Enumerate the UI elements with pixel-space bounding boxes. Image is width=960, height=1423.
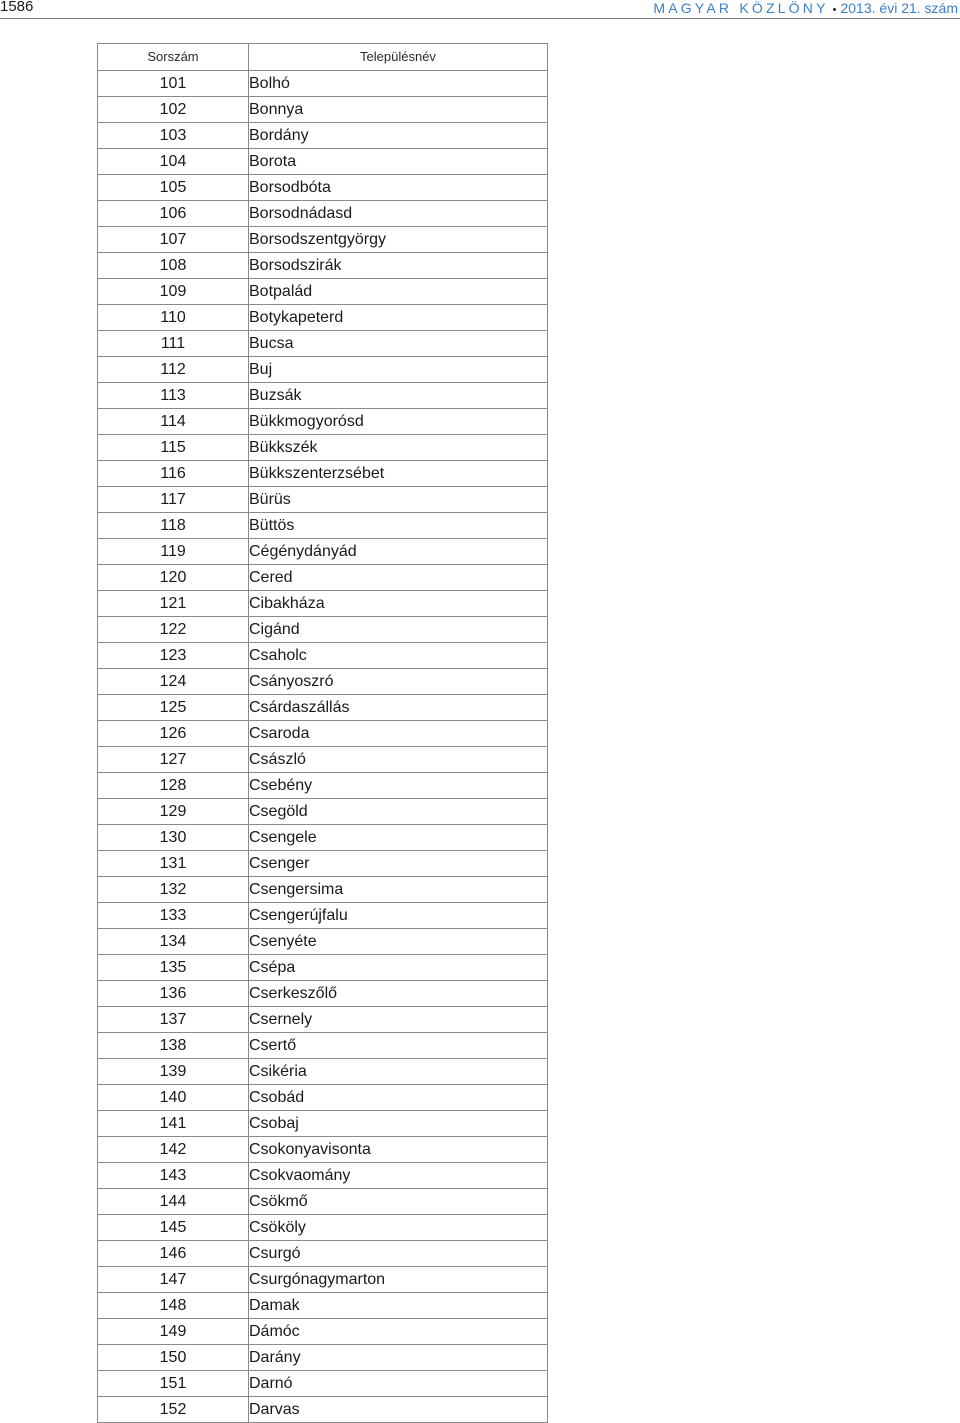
table-row: [98, 1241, 548, 1267]
table-row: [98, 1033, 548, 1059]
table-row: [98, 279, 548, 305]
table-row: [98, 435, 548, 461]
table-row: [98, 383, 548, 409]
publication-title: MAGYAR KÖZLÖNY: [653, 0, 829, 16]
row-number: 112: [98, 357, 249, 383]
row-number: 116: [98, 461, 249, 487]
table-row: [98, 487, 548, 513]
table-row: [98, 227, 548, 253]
row-number: 113: [98, 383, 249, 409]
settlement-name: Damak: [249, 1293, 548, 1319]
row-number: 149: [98, 1319, 249, 1345]
row-number: 108: [98, 253, 249, 279]
page-number: 1586: [0, 0, 34, 15]
page-header: [0, 0, 960, 20]
table-row: [98, 149, 548, 175]
table-row: [98, 799, 548, 825]
row-number: 138: [98, 1033, 249, 1059]
settlement-name: Borota: [249, 149, 548, 175]
table-row: [98, 903, 548, 929]
row-number: 148: [98, 1293, 249, 1319]
row-number: 130: [98, 825, 249, 851]
settlement-name: Csenger: [249, 851, 548, 877]
settlement-name: Dámóc: [249, 1319, 548, 1345]
settlement-name: Botykapeterd: [249, 305, 548, 331]
column-header-number: Sorszám: [98, 44, 249, 71]
table-row: [98, 539, 548, 565]
table-row: [98, 955, 548, 981]
row-number: 111: [98, 331, 249, 357]
settlement-name: Csernely: [249, 1007, 548, 1033]
table-row: [98, 1345, 548, 1371]
table-row: [98, 1137, 548, 1163]
settlement-name: Cered: [249, 565, 548, 591]
settlement-name: Csököly: [249, 1215, 548, 1241]
publication-info: [653, 0, 958, 19]
table-row: [98, 201, 548, 227]
settlement-name: Buj: [249, 357, 548, 383]
table-header-row: [98, 44, 548, 71]
row-number: 110: [98, 305, 249, 331]
settlement-name: Csengersima: [249, 877, 548, 903]
settlement-name: Bükkszék: [249, 435, 548, 461]
row-number: 102: [98, 97, 249, 123]
row-number: 122: [98, 617, 249, 643]
row-number: 133: [98, 903, 249, 929]
table-body: [98, 71, 548, 1423]
settlement-name: Bürüs: [249, 487, 548, 513]
settlement-name: Csenyéte: [249, 929, 548, 955]
row-number: 141: [98, 1111, 249, 1137]
row-number: 120: [98, 565, 249, 591]
table-row: [98, 1215, 548, 1241]
settlement-name: Csebény: [249, 773, 548, 799]
row-number: 151: [98, 1371, 249, 1397]
table-row: [98, 513, 548, 539]
table-row: [98, 669, 548, 695]
row-number: 140: [98, 1085, 249, 1111]
settlement-name: Bordány: [249, 123, 548, 149]
settlement-name: Csaholc: [249, 643, 548, 669]
table-row: [98, 331, 548, 357]
separator-dot: •: [832, 4, 837, 16]
row-number: 134: [98, 929, 249, 955]
row-number: 142: [98, 1137, 249, 1163]
column-header-name: Településnév: [249, 44, 548, 71]
row-number: 119: [98, 539, 249, 565]
row-number: 126: [98, 721, 249, 747]
row-number: 129: [98, 799, 249, 825]
row-number: 107: [98, 227, 249, 253]
row-number: 106: [98, 201, 249, 227]
settlement-name: Csépa: [249, 955, 548, 981]
row-number: 144: [98, 1189, 249, 1215]
table-row: [98, 1267, 548, 1293]
settlement-name: Bucsa: [249, 331, 548, 357]
table-row: [98, 357, 548, 383]
settlement-name: Csokonyavisonta: [249, 1137, 548, 1163]
row-number: 123: [98, 643, 249, 669]
row-number: 146: [98, 1241, 249, 1267]
issue-label: 2013. évi 21. szám: [840, 0, 958, 16]
settlement-name: Csurgó: [249, 1241, 548, 1267]
row-number: 117: [98, 487, 249, 513]
table-row: [98, 409, 548, 435]
row-number: 139: [98, 1059, 249, 1085]
row-number: 104: [98, 149, 249, 175]
table-row: [98, 1085, 548, 1111]
table-row: [98, 695, 548, 721]
settlement-name: Cserkeszőlő: [249, 981, 548, 1007]
settlement-name: Császló: [249, 747, 548, 773]
settlement-name: Csegöld: [249, 799, 548, 825]
table-row: [98, 1319, 548, 1345]
table-row: [98, 1007, 548, 1033]
row-number: 114: [98, 409, 249, 435]
row-number: 128: [98, 773, 249, 799]
settlement-name: Darnó: [249, 1371, 548, 1397]
table-row: [98, 253, 548, 279]
row-number: 118: [98, 513, 249, 539]
row-number: 105: [98, 175, 249, 201]
table-row: [98, 1111, 548, 1137]
table-row: [98, 565, 548, 591]
settlement-name: Büttös: [249, 513, 548, 539]
table-row: [98, 1059, 548, 1085]
settlement-name: Cigánd: [249, 617, 548, 643]
settlement-name: Csobaj: [249, 1111, 548, 1137]
row-number: 150: [98, 1345, 249, 1371]
header-divider: [0, 18, 960, 19]
settlement-name: Cégénydányád: [249, 539, 548, 565]
table-row: [98, 1189, 548, 1215]
settlement-name: Botpalád: [249, 279, 548, 305]
table-row: [98, 1397, 548, 1423]
table-row: [98, 97, 548, 123]
table-row: [98, 123, 548, 149]
settlement-table: [97, 43, 548, 1423]
settlement-name: Csengele: [249, 825, 548, 851]
table-row: [98, 461, 548, 487]
row-number: 143: [98, 1163, 249, 1189]
row-number: 115: [98, 435, 249, 461]
row-number: 135: [98, 955, 249, 981]
settlement-name: Csurgónagymarton: [249, 1267, 548, 1293]
row-number: 131: [98, 851, 249, 877]
table-row: [98, 305, 548, 331]
table-row: [98, 175, 548, 201]
row-number: 136: [98, 981, 249, 1007]
table-row: [98, 721, 548, 747]
table-row: [98, 1371, 548, 1397]
table-row: [98, 877, 548, 903]
settlement-name: Borsodszirák: [249, 253, 548, 279]
row-number: 125: [98, 695, 249, 721]
table-row: [98, 617, 548, 643]
settlement-name: Bükkszenterzsébet: [249, 461, 548, 487]
settlement-name: Csokvaomány: [249, 1163, 548, 1189]
table-row: [98, 591, 548, 617]
row-number: 152: [98, 1397, 249, 1423]
settlement-name: Csárdaszállás: [249, 695, 548, 721]
table-row: [98, 71, 548, 97]
settlement-name: Darvas: [249, 1397, 548, 1423]
row-number: 121: [98, 591, 249, 617]
row-number: 127: [98, 747, 249, 773]
settlement-name: Bükkmogyorósd: [249, 409, 548, 435]
table-row: [98, 773, 548, 799]
settlement-name: Csányoszró: [249, 669, 548, 695]
table-row: [98, 929, 548, 955]
settlement-name: Darány: [249, 1345, 548, 1371]
row-number: 124: [98, 669, 249, 695]
settlement-name: Borsodbóta: [249, 175, 548, 201]
settlement-name: Bolhó: [249, 71, 548, 97]
row-number: 109: [98, 279, 249, 305]
row-number: 101: [98, 71, 249, 97]
settlement-name: Csikéria: [249, 1059, 548, 1085]
table-row: [98, 643, 548, 669]
table-row: [98, 747, 548, 773]
settlement-name: Buzsák: [249, 383, 548, 409]
settlement-name: Csökmő: [249, 1189, 548, 1215]
table-row: [98, 981, 548, 1007]
table-row: [98, 851, 548, 877]
settlement-name: Csaroda: [249, 721, 548, 747]
settlement-name: Bonnya: [249, 97, 548, 123]
row-number: 132: [98, 877, 249, 903]
row-number: 103: [98, 123, 249, 149]
settlement-name: Borsodszentgyörgy: [249, 227, 548, 253]
row-number: 147: [98, 1267, 249, 1293]
row-number: 137: [98, 1007, 249, 1033]
settlement-name: Csengerújfalu: [249, 903, 548, 929]
table-row: [98, 1293, 548, 1319]
table-row: [98, 1163, 548, 1189]
settlement-name: Csobád: [249, 1085, 548, 1111]
settlement-name: Csertő: [249, 1033, 548, 1059]
table-row: [98, 825, 548, 851]
settlement-name: Borsodnádasd: [249, 201, 548, 227]
settlement-name: Cibakháza: [249, 591, 548, 617]
row-number: 145: [98, 1215, 249, 1241]
